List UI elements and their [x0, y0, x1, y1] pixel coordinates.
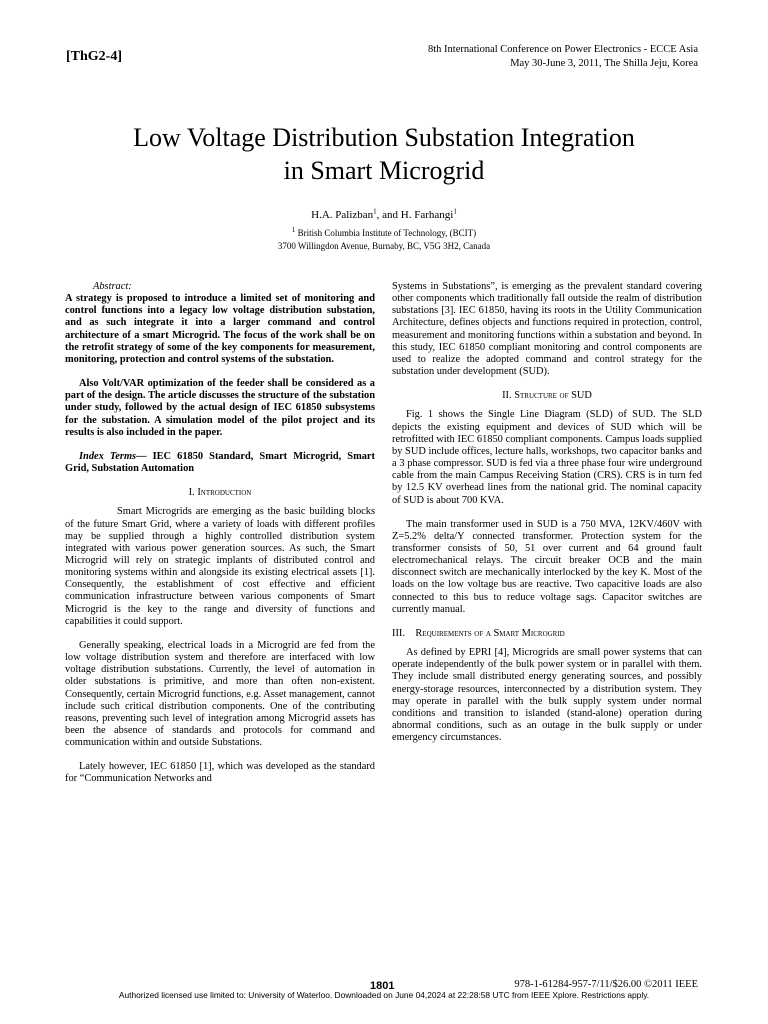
abstract-paragraph-2: Also Volt/VAR optimization of the feeder shall be considered as a part of the design. The article discusses the structure of the substation under study, followed by the actual design of IEC 61850 subsystems for the substation. A simulation model of the pilot project and its results is also included in the paper.	[65, 378, 375, 438]
title-line-2: in Smart Microgrid	[283, 156, 485, 185]
section-3-heading: III. Requirements of a Smart Microgrid	[392, 627, 565, 639]
author-2-affil: 1	[453, 207, 457, 216]
title-line-1: Low Voltage Distribution Substation Integration	[133, 123, 635, 152]
index-terms-label: Index Terms	[79, 450, 137, 462]
affiliation-address: 3700 Willingdon Avenue, Burnaby, BC, V5G 3H2, Canada	[277, 241, 491, 251]
section-1-paragraph-3: Lately however, IEC 61850 [1], which was developed as the standard for “Communication Networks and	[65, 761, 375, 785]
affiliation-marker: 1	[291, 226, 296, 234]
section-2-paragraph-2: The main transformer used in SUD is a 750 MVA, 12KV/460V with Z=5.2% delta/Y connected transformer. Protection system for the transformer consists of 50, 51 over current and 64 ground fault electromechanical relays. The circuit breaker OCB and the main disconnect switch are mechanically interlocked by the key K. Most of the loads on the low voltage bus are reactive. Two capacitive loads are also connected to this bus to reduce voltage sags. Capacitor switches are currently manual.	[392, 518, 702, 615]
affiliation-institution	[64, 228, 704, 238]
section-1-paragraph-1: Smart Microgrids are emerging as the basic building blocks of the future Smart Grid, where a variety of loads with different profiles may be supplied through a highly controlled distribution system integrated with various power generation sources. As such, the Smart Microgrid will rely on strategic implants of distributed control and monitoring systems within and alongside its existing electrical assets [1]. Consequently, the establishment of cost effective and efficient communication infrastructure between various components of Smart Microgrid is the key to the range and diversity of functions and capabilities it could support.	[65, 506, 375, 627]
affiliation-name: British Columbia Institute of Technology, (BCIT)	[295, 228, 477, 238]
index-terms-text: — IEC 61850 Standard, Smart Microgrid, Smart Grid, Substation Automation	[65, 450, 375, 475]
author-2: H. Farhangi	[400, 209, 454, 221]
section-1-paragraph-2: Generally speaking, electrical loads in a Microgrid are fed from the low voltage distribution system and therefore are interfaced with low voltage distribution substations. Currently, the level of automation in older substations is primitive, and more than often non-existent. Consequently, certain Microgrid functions, e.g. Asset management, cannot include such critical distribution components. One of the contributing reasons, preventing such level of integration among Microgrid assets has been the absence of standards and protocols for command and communication within and outside Substations.	[65, 639, 375, 749]
abstract-label: Abstract:	[93, 281, 132, 292]
author-1: H.A. Palizban	[311, 209, 374, 221]
page-number: 1801	[370, 980, 395, 992]
author-list	[64, 209, 704, 221]
isbn-copyright: 978-1-61284-957-7/11/$26.00 ©2011 IEEE	[514, 979, 698, 990]
section-2-paragraph-1: Fig. 1 shows the Single Line Diagram (SLD) of SUD. The SLD depicts the existing equipment and devices of SUD which will be retrofitted with IEC 61850 compliant components. Campus loads supplied by SUD include offices, lecture halls, workshops, two capacitor banks and a 3 phase compressor. SUD is fed via a three phase four wire underground cable from the main Campus Receiving Station (CRS). CRS is in turn fed by 12.5 KV overhead lines from the national grid. The nominal capacity of SUD is about 700 KVA.	[392, 409, 702, 506]
abstract-paragraph-1: A strategy is proposed to introduce a limited set of monitoring and control functions into a legacy low voltage distribution substation, and as such integrate it into a larger command and control architecture of a smart Microgrid. The focus of the work shall be on the retrofit strategy of some of the key components for measurement, monitoring, protection and control systems of the substation.	[65, 293, 375, 365]
author-conjunction: , and	[376, 209, 401, 221]
section-1-heading: I. Introduction	[188, 487, 252, 499]
license-notice: Authorized licensed use limited to: University of Waterloo. Downloaded on June 04,2024 at 22:28:58 UTC from IEEE Xplore. Restrictions apply.	[118, 990, 650, 1000]
conference-date-venue: May 30-June 3, 2011, The Shilla Jeju, Korea	[510, 58, 698, 69]
section-2-heading: II. Structure of SUD	[502, 390, 592, 402]
section-3-paragraph-1: As defined by EPRI [4], Microgrids are small power systems that can operate independently of the bulk power system or in parallel with them. They include small distributed energy generating sources, and possibly energy-storage resources, interconnected by a distribution system. They may operate in parallel with the bulk supply system under normal conditions and transition to islanded (stand-alone) operation during abnormal conditions, such as an outage in the bulk supply or under emergency circumstances.	[392, 647, 702, 744]
right-column	[392, 281, 702, 744]
index-terms	[65, 451, 375, 475]
conference-name: 8th International Conference on Power Electronics - ECCE Asia	[427, 44, 698, 55]
session-tag: [ThG2-4]	[66, 49, 122, 64]
paper-title	[64, 121, 704, 187]
left-column	[65, 281, 375, 786]
author-1-affil: 1	[373, 207, 377, 216]
right-column-continuation: Systems in Substations”, is emerging as the prevalent standard covering other components which traditionally fall outside the realm of distribution substations [3]. IEC 61850, having its roots in the Utility Communication Architecture, defines objects and functions required in protection, control, measurement and monitoring functions within a substation and beyond. In this study, IEC 61850 compliant monitoring and control components are used to realize the adopted command and control strategy for the substation under development (SUD).	[392, 281, 702, 378]
